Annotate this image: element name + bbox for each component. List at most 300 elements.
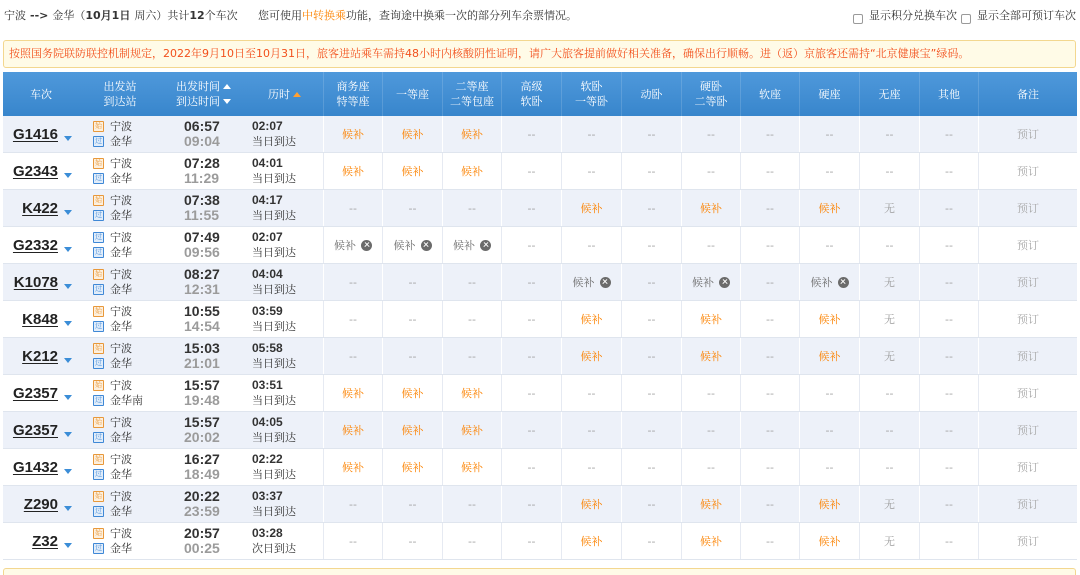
book-button[interactable]: 预订 (1017, 535, 1039, 548)
transfer-link[interactable]: 中转换乘 (302, 9, 346, 22)
start-station-icon: 始 (95, 159, 102, 167)
seat-availability: -- (647, 238, 656, 252)
time-cell (161, 190, 246, 226)
remark-cell (978, 412, 1077, 448)
seat-first-class (382, 264, 442, 300)
seat-availability[interactable]: 候补 (461, 128, 483, 141)
station-cell (79, 153, 161, 189)
travel-duration: 02:07 (252, 230, 283, 244)
seat-availability[interactable]: 候补 (580, 535, 603, 548)
travel-duration: 03:51 (252, 378, 283, 392)
seat-availability: -- (647, 201, 656, 215)
start-station-icon: 始 (95, 344, 102, 352)
seat-availability[interactable]: 候补 (342, 424, 364, 437)
duration-cell (246, 449, 323, 485)
train-row (3, 153, 1077, 190)
seat-availability: -- (647, 127, 656, 141)
departure-station-name: 宁波 (110, 453, 132, 466)
seat-hard-seat (799, 301, 859, 337)
seat-availability[interactable]: 候补 (461, 387, 483, 400)
column-header-station (79, 72, 161, 116)
seat-emu-sleeper (621, 375, 681, 411)
train-number-wrap (22, 348, 72, 365)
seat-availability: -- (945, 164, 953, 178)
departure-time: 15:57 (184, 414, 220, 430)
travel-duration: 04:01 (252, 156, 283, 170)
seat-availability: -- (527, 460, 536, 474)
seat-emu-sleeper (621, 227, 681, 263)
seat-emu-sleeper (621, 116, 681, 152)
seat-availability[interactable]: 候补 (580, 313, 603, 326)
departure-station-line (93, 341, 132, 356)
column-header-second-class (442, 72, 501, 116)
book-button[interactable]: 预订 (1017, 461, 1039, 474)
points-trains-checkbox[interactable] (853, 14, 863, 24)
sort-down-icon[interactable] (223, 99, 231, 104)
seat-business-seat (323, 153, 382, 189)
table-header (3, 72, 1077, 116)
seat-other (919, 338, 978, 374)
departure-station-name: 宁波 (110, 379, 132, 392)
column-header-text: 硬座 (818, 87, 841, 101)
pass-station-icon: 过 (95, 396, 102, 404)
book-button[interactable]: 预订 (1017, 424, 1039, 437)
seat-availability: -- (945, 238, 953, 252)
book-button[interactable]: 预订 (1017, 313, 1039, 326)
chevron-down-icon[interactable] (64, 173, 72, 178)
seat-availability: -- (885, 164, 894, 178)
seat-availability[interactable]: 候补 (580, 202, 603, 215)
seat-hard-seat (799, 375, 859, 411)
train-row (3, 338, 1077, 375)
book-button[interactable]: 预订 (1017, 387, 1039, 400)
departure-station-name: 宁波 (110, 490, 132, 503)
seat-business-seat (323, 338, 382, 374)
seat-soft-seat (740, 153, 799, 189)
seat-availability: -- (647, 386, 656, 400)
seat-hard-sleeper (681, 338, 740, 374)
train-row (3, 412, 1077, 449)
seat-availability: -- (647, 423, 656, 437)
seat-availability[interactable]: 候补 (700, 498, 722, 511)
departure-station-line (93, 304, 132, 319)
arrival-station-name: 金华 (110, 209, 132, 222)
station-cell (79, 301, 161, 337)
train-number-cell (3, 301, 79, 337)
seat-availability: -- (825, 460, 834, 474)
seat-hard-seat (799, 153, 859, 189)
column-header-text[interactable]: 出发时间 (176, 80, 220, 93)
transfer-hint (258, 7, 577, 25)
column-header-emu-sleeper (621, 72, 681, 116)
seat-second-class (442, 412, 501, 448)
seat-first-class (382, 190, 442, 226)
station-cell (79, 227, 161, 263)
seat-availability[interactable]: 候补 (818, 498, 841, 511)
seat-second-class (442, 523, 501, 559)
station-cell (79, 338, 161, 374)
seat-availability: -- (825, 238, 834, 252)
seat-availability: -- (707, 164, 715, 178)
column-header-line (456, 79, 489, 94)
train-number-link[interactable]: K422 (22, 199, 58, 217)
seat-availability: -- (587, 127, 596, 141)
book-button[interactable]: 预订 (1017, 239, 1039, 252)
seat-availability: -- (408, 312, 417, 326)
seat-hard-sleeper (681, 412, 740, 448)
seat-hard-seat (799, 116, 859, 152)
seat-deluxe-soft-sleeper (501, 338, 561, 374)
seat-availability: -- (527, 201, 536, 215)
train-number-cell (3, 227, 79, 263)
seat-availability: -- (945, 534, 953, 548)
chevron-down-icon[interactable] (64, 432, 72, 437)
arrival-station-line (93, 134, 132, 149)
filter-label[interactable]: 显示积分兑换车次 (869, 9, 957, 22)
waitlist-closed-icon (480, 240, 491, 251)
seat-second-class (442, 375, 501, 411)
train-number-link[interactable]: Z32 (32, 532, 58, 550)
remark-cell (978, 375, 1077, 411)
seat-availability[interactable]: 候补 (818, 202, 841, 215)
seat-availability[interactable]: 候补 (401, 424, 424, 437)
train-number-wrap (13, 126, 72, 143)
train-number-link[interactable]: K212 (22, 347, 58, 365)
column-header-line[interactable] (176, 94, 231, 109)
column-header-text: 到达站 (103, 95, 137, 108)
chevron-down-icon[interactable] (64, 543, 72, 548)
seat-availability: -- (349, 312, 357, 326)
seat-availability: -- (945, 349, 953, 363)
seat-availability: -- (945, 497, 953, 511)
seat-availability[interactable]: 候补 (342, 165, 364, 178)
seat-availability: -- (408, 349, 417, 363)
column-header-text: 二等座 (455, 80, 489, 93)
departure-station-line (93, 489, 132, 504)
seat-availability[interactable]: 候补 (401, 165, 424, 178)
departure-station-name: 宁波 (110, 194, 132, 207)
seat-soft-seat (740, 116, 799, 152)
train-number-wrap (13, 459, 72, 476)
seat-second-class (442, 338, 501, 374)
travel-duration: 02:22 (252, 452, 283, 466)
transfer-hint-after: 功能，查询途中换乘一次的部分列车余票情况。 (346, 9, 577, 22)
train-number-wrap (13, 163, 72, 180)
seat-first-class (382, 153, 442, 189)
seat-availability: 候补 (393, 239, 416, 252)
travel-duration: 04:17 (252, 193, 283, 207)
seat-deluxe-soft-sleeper (501, 523, 561, 559)
departure-station-line (93, 452, 132, 467)
seat-soft-sleeper (561, 301, 621, 337)
book-button[interactable]: 预订 (1017, 165, 1039, 178)
remark-cell (978, 523, 1077, 559)
waitlist-closed-icon (838, 277, 849, 288)
train-row (3, 523, 1077, 560)
chevron-down-icon[interactable] (64, 506, 72, 511)
seat-availability: -- (587, 423, 596, 437)
seat-business-seat (323, 486, 382, 522)
seat-emu-sleeper (621, 486, 681, 522)
travel-duration: 03:37 (252, 489, 283, 503)
filter-all-bookable[interactable] (961, 7, 1076, 25)
seat-availability[interactable]: 候补 (461, 424, 483, 437)
start-station-icon: 始 (95, 270, 102, 278)
seat-second-class (442, 116, 501, 152)
train-number-link[interactable]: G1432 (12, 458, 58, 476)
pass-station-icon: 过 (95, 322, 102, 330)
chevron-down-icon[interactable] (64, 395, 72, 400)
column-header-soft-sleeper (561, 72, 621, 116)
seat-availability: -- (527, 349, 536, 363)
arrival-day: 当日到达 (252, 468, 296, 481)
remark-cell (978, 190, 1077, 226)
chevron-down-icon[interactable] (64, 210, 72, 215)
seat-hard-sleeper (681, 375, 740, 411)
filter-label[interactable]: 显示全部可预订车次 (977, 9, 1076, 22)
departure-time: 20:22 (184, 488, 220, 504)
train-number-cell (3, 523, 79, 559)
train-number-link[interactable]: Z290 (23, 495, 58, 513)
seat-emu-sleeper (621, 338, 681, 374)
pass-station-icon: 过 (95, 137, 102, 145)
seat-availability[interactable]: 候补 (818, 350, 841, 363)
seat-other (919, 449, 978, 485)
column-header-line (695, 94, 728, 109)
seat-second-class (442, 486, 501, 522)
seat-hard-seat (799, 486, 859, 522)
train-number-wrap (13, 422, 72, 439)
time-cell (161, 338, 246, 374)
seat-no-seat (859, 264, 919, 300)
chevron-down-icon[interactable] (64, 247, 72, 252)
seat-soft-seat (740, 412, 799, 448)
table-body (3, 116, 1077, 560)
seat-availability[interactable]: 候补 (580, 498, 603, 511)
column-header-text: 软卧 (580, 80, 603, 93)
seat-availability: -- (527, 386, 536, 400)
seat-availability[interactable]: 候补 (700, 350, 722, 363)
seat-availability[interactable]: 候补 (461, 461, 483, 474)
seat-availability[interactable]: 候补 (700, 313, 722, 326)
sort-up-icon[interactable] (223, 84, 231, 89)
column-header-text: 出发站 (103, 80, 137, 93)
start-station-icon: 始 (95, 529, 102, 537)
seat-hard-seat (799, 523, 859, 559)
seat-availability: -- (766, 460, 774, 474)
departure-station-name: 宁波 (110, 268, 132, 281)
train-number-wrap (24, 496, 72, 513)
seat-availability[interactable]: 候补 (401, 387, 424, 400)
chevron-down-icon[interactable] (64, 358, 72, 363)
seat-availability: -- (707, 460, 715, 474)
arrival-day: 当日到达 (252, 135, 296, 148)
pass-station-icon: 过 (95, 433, 102, 441)
train-number-link[interactable]: G2357 (12, 421, 58, 439)
seat-availability[interactable]: 候补 (818, 535, 841, 548)
departure-station-line (93, 415, 132, 430)
seat-availability[interactable]: 候补 (342, 461, 364, 474)
train-number-wrap (22, 200, 72, 217)
seat-soft-seat (740, 190, 799, 226)
seat-availability: -- (468, 201, 476, 215)
total-count: 12 (189, 9, 205, 22)
column-header-hard-seat (799, 72, 859, 116)
seat-deluxe-soft-sleeper (501, 301, 561, 337)
train-number-link[interactable]: G1416 (12, 125, 58, 143)
departure-station-line (93, 156, 132, 171)
seat-availability: -- (587, 460, 596, 474)
seat-availability: -- (945, 275, 953, 289)
train-number-wrap (13, 237, 72, 254)
column-header-other (919, 72, 978, 116)
seat-hard-sleeper (681, 449, 740, 485)
seat-hard-seat (799, 338, 859, 374)
seat-other (919, 264, 978, 300)
departure-station-name: 宁波 (110, 527, 132, 540)
chevron-down-icon[interactable] (64, 469, 72, 474)
waitlist-closed-icon (421, 240, 432, 251)
train-number-link[interactable]: K1078 (13, 273, 58, 291)
seat-availability[interactable]: 候补 (580, 350, 603, 363)
time-cell (161, 449, 246, 485)
arrival-station-name: 金华 (110, 172, 132, 185)
pass-station-icon: 过 (95, 507, 102, 515)
column-header-text: 软座 (759, 87, 781, 101)
seat-availability[interactable]: 候补 (342, 387, 364, 400)
chevron-down-icon[interactable] (64, 321, 72, 326)
seat-availability: -- (349, 534, 357, 548)
arrival-time: 23:59 (184, 503, 220, 519)
column-header-text[interactable]: 历时 (268, 87, 290, 101)
summary-to-station: 金华 (52, 9, 75, 22)
duration-cell (246, 486, 323, 522)
pass-station-icon: 过 (95, 285, 102, 293)
arrival-time: 14:54 (184, 318, 220, 334)
seat-deluxe-soft-sleeper (501, 449, 561, 485)
seat-availability[interactable]: 候补 (401, 461, 424, 474)
train-row (3, 227, 1077, 264)
all-bookable-checkbox[interactable] (961, 14, 971, 24)
column-header-text[interactable]: 到达时间 (176, 95, 220, 108)
seat-soft-sleeper (561, 264, 621, 300)
seat-availability: -- (468, 349, 476, 363)
train-row (3, 116, 1077, 153)
sort-up-active-icon[interactable] (293, 92, 301, 97)
seat-no-seat (859, 227, 919, 263)
book-button[interactable]: 预订 (1017, 276, 1039, 289)
seat-availability: -- (647, 275, 656, 289)
arrival-time: 11:29 (184, 170, 220, 186)
seat-soft-sleeper (561, 190, 621, 226)
arrival-station-line (93, 541, 132, 556)
train-row (3, 449, 1077, 486)
seat-availability[interactable]: 候补 (401, 128, 424, 141)
time-cell (161, 486, 246, 522)
start-station-icon: 始 (95, 196, 102, 204)
seat-availability: -- (527, 275, 536, 289)
arrival-day: 当日到达 (252, 209, 296, 222)
column-header-text: 其他 (938, 87, 960, 101)
seat-availability[interactable]: 候补 (461, 165, 483, 178)
seat-availability: -- (766, 127, 774, 141)
departure-time: 07:28 (184, 155, 220, 171)
train-number-link[interactable]: K848 (22, 310, 58, 328)
seat-no-seat (859, 449, 919, 485)
chevron-down-icon[interactable] (64, 284, 72, 289)
bottom-notice-edge (3, 568, 1076, 575)
travel-duration: 02:07 (252, 119, 283, 133)
seat-business-seat (323, 412, 382, 448)
seat-first-class (382, 338, 442, 374)
seat-deluxe-soft-sleeper (501, 116, 561, 152)
seat-no-seat (859, 523, 919, 559)
book-button[interactable]: 预订 (1017, 128, 1039, 141)
seat-soft-seat (740, 338, 799, 374)
book-button[interactable]: 预订 (1017, 350, 1039, 363)
remark-cell (978, 153, 1077, 189)
arrival-day: 当日到达 (252, 246, 296, 259)
seat-availability[interactable]: 候补 (342, 128, 364, 141)
seat-availability: -- (885, 460, 894, 474)
arrival-time: 11:55 (184, 207, 220, 223)
train-number-link[interactable]: G2343 (12, 162, 58, 180)
departure-station-name: 宁波 (110, 342, 132, 355)
column-header-line[interactable] (268, 87, 301, 102)
column-header-time[interactable] (161, 72, 246, 116)
column-header-line[interactable] (176, 79, 231, 94)
book-button[interactable]: 预订 (1017, 202, 1039, 215)
seat-availability: -- (408, 275, 417, 289)
arrival-station-name: 金华 (110, 357, 132, 370)
arrival-day: 当日到达 (252, 172, 296, 185)
seat-availability: -- (527, 497, 536, 511)
column-header-no-seat (859, 72, 919, 116)
time-cell (161, 153, 246, 189)
train-number-link[interactable]: G2332 (12, 236, 58, 254)
arrival-station-name: 金华 (110, 542, 132, 555)
chevron-down-icon[interactable] (64, 136, 72, 141)
column-header-text: 备注 (1017, 87, 1039, 101)
travel-date: 10月1日 (85, 9, 131, 22)
seat-hard-seat (799, 449, 859, 485)
seat-availability[interactable]: 候补 (818, 313, 841, 326)
seat-hard-sleeper (681, 301, 740, 337)
arrival-station-line (93, 393, 143, 408)
train-number-wrap (22, 311, 72, 328)
seat-availability[interactable]: 候补 (700, 202, 722, 215)
departure-station-name: 宁波 (110, 231, 132, 244)
seat-availability: -- (885, 386, 894, 400)
seat-soft-sleeper (561, 523, 621, 559)
seat-other (919, 116, 978, 152)
seat-emu-sleeper (621, 449, 681, 485)
seat-no-seat (859, 116, 919, 152)
seat-soft-sleeper (561, 486, 621, 522)
train-number-link[interactable]: G2357 (12, 384, 58, 402)
search-result-bar (4, 7, 1076, 25)
arrival-station-line (93, 282, 132, 297)
time-cell (161, 301, 246, 337)
column-header-duration[interactable] (246, 72, 323, 116)
filter-points-trains[interactable] (853, 7, 957, 25)
departure-station-line (93, 119, 132, 134)
book-button[interactable]: 预订 (1017, 498, 1039, 511)
seat-availability: 候补 (810, 276, 833, 289)
seat-hard-seat (799, 227, 859, 263)
seat-availability[interactable]: 候补 (700, 535, 722, 548)
seat-first-class (382, 449, 442, 485)
